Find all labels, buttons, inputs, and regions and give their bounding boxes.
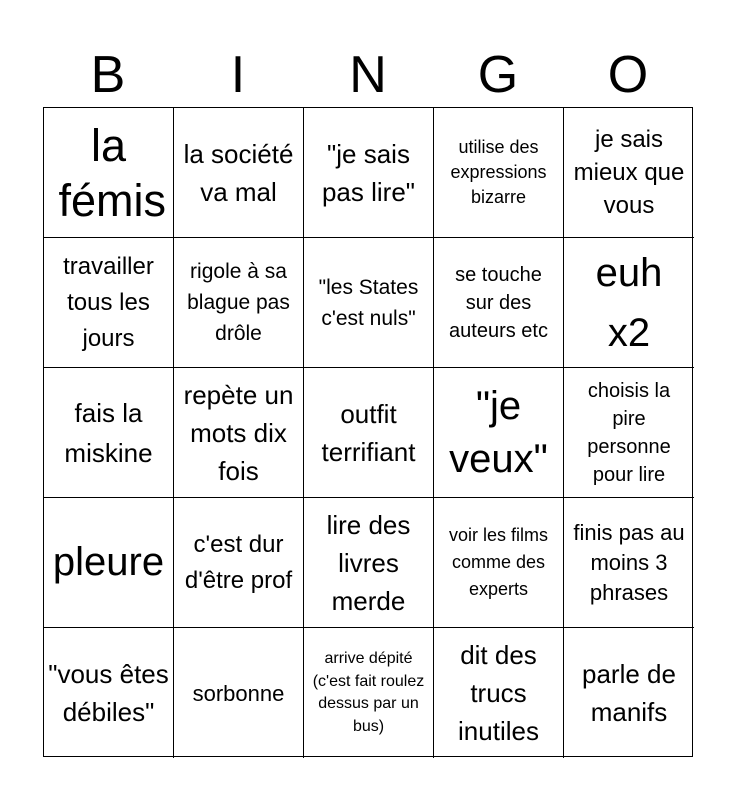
cell-label: dit des trucs inutiles [458,640,539,746]
cell-label: se touche sur des auteurs etc [449,263,548,342]
bingo-cell-20[interactable] [564,498,694,628]
cell-label: rigole à sa blague pas drôle [187,260,290,345]
cell-label: "les States c'est nuls" [318,275,419,330]
bingo-cell-21[interactable] [44,628,174,758]
cell-label: la société va mal [183,138,294,207]
bingo-cell-16[interactable] [44,498,174,628]
bingo-cell-23[interactable] [304,628,434,758]
cell-label: pleure [52,540,165,584]
header-letter-g: G [477,46,519,104]
bingo-cell-10[interactable] [564,238,694,368]
bingo-cell-15[interactable] [564,368,694,498]
cell-label: voir les films comme des experts [448,525,548,599]
bingo-cell-12[interactable] [174,368,304,498]
header-letter-o: O [607,46,649,104]
bingo-cell-14[interactable] [434,368,564,498]
bingo-cell-17[interactable] [174,498,304,628]
bingo-cell-9[interactable] [434,238,564,368]
bingo-cell-1[interactable] [44,108,174,238]
bingo-cell-19[interactable] [434,498,564,628]
bingo-cell-2[interactable] [174,108,304,238]
bingo-cell-24[interactable] [434,628,564,758]
cell-label: fais la miskine [64,397,153,468]
bingo-cell-25[interactable] [564,628,694,758]
bingo-cell-8[interactable] [304,238,434,368]
bingo-cell-6[interactable] [44,238,174,368]
cell-label: utilise des expressions bizarre [450,137,547,207]
bingo-cell-3[interactable] [304,108,434,238]
bingo-cell-22[interactable] [174,628,304,758]
header-letter-b: B [90,46,126,104]
bingo-cell-11[interactable] [44,368,174,498]
cell-label: arrive dépité (c'est fait roulez dessus par un bus) [312,650,425,735]
cell-label: la fémis [58,119,167,226]
cell-label: "je veux" [449,383,548,481]
bingo-cell-18[interactable] [304,498,434,628]
cell-label: sorbonne [192,680,285,706]
bingo-cell-7[interactable] [174,238,304,368]
cell-label: c'est dur d'être prof [184,530,293,594]
cell-label: "vous êtes débiles" [48,659,169,727]
bingo-cell-4[interactable] [434,108,564,238]
cell-label: finis pas au moins 3 phrases [573,519,685,605]
cell-label: euh x2 [595,250,663,355]
header-letter-i: I [230,46,246,104]
cell-label: je sais mieux que vous [573,126,685,219]
cell-label: parle de manifs [582,659,676,727]
cell-label: choisis la pire personne pour lire [587,379,671,486]
cell-label: repète un mots dix fois [183,379,294,486]
cell-label: travailler tous les jours [63,252,154,352]
bingo-cell-5[interactable] [564,108,694,238]
bingo-cell-13[interactable] [304,368,434,498]
cell-label: outfit terrifiant [321,398,416,467]
bingo-header [43,42,693,108]
header-letter-n: N [349,46,387,104]
cell-label: "je sais pas lire" [321,138,416,207]
cell-label: lire des livres merde [326,509,411,616]
bingo-grid [43,107,693,757]
